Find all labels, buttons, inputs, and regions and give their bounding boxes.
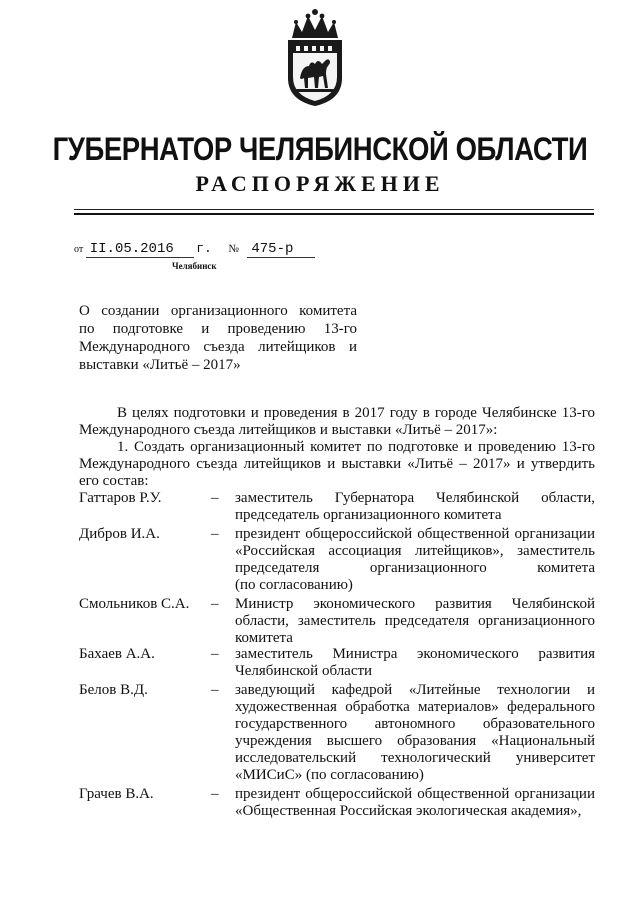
position-line: (по согласованию) — [235, 577, 353, 593]
subject-line: О создании организационного комитета — [79, 303, 357, 319]
member-name: Грачев В.А. — [79, 786, 154, 802]
member-position — [235, 526, 595, 594]
document-type: РАСПОРЯЖЕНИЕ — [195, 171, 445, 196]
subject-line: выставки «Литьё – 2017» — [79, 357, 241, 373]
position-line: председатель организационного комитета — [235, 507, 502, 523]
position-line: «Общественная Российская экологическая академия», — [235, 803, 582, 819]
member-dash: – — [211, 596, 219, 612]
year-suffix: г. — [196, 241, 212, 256]
position-line: председателя организационного комитета — [235, 560, 595, 576]
member-dash: – — [211, 646, 219, 662]
position-line: «МИСиС» (по согласованию) — [235, 767, 424, 783]
document-title: ГУБЕРНАТОР ЧЕЛЯБИНСКОЙ ОБЛАСТИ — [52, 131, 588, 167]
position-line: Министр экономического развития Челябинской — [235, 596, 595, 612]
member-dash: – — [211, 490, 219, 506]
header-divider-thick — [74, 213, 594, 215]
position-line: заместитель Губернатора Челябинской области, — [235, 490, 595, 506]
item-1-line: его состав: — [79, 473, 149, 489]
intro-line: Международного съезда литейщиков и выставки «Литьё – 2017»: — [79, 422, 498, 438]
member-name: Бахаев А.А. — [79, 646, 155, 662]
member-dash: – — [211, 682, 219, 698]
header-divider-thin — [74, 209, 594, 210]
member-position — [235, 490, 595, 524]
member-name: Дибров И.А. — [79, 526, 160, 542]
subject-line: по подготовке и проведению 13-го — [79, 321, 357, 337]
chelyabinsk-coat-of-arms-icon — [282, 8, 348, 108]
member-name: Белов В.Д. — [79, 682, 148, 698]
document-meta — [74, 241, 315, 258]
position-line: заведующий кафедрой «Литейные технологии и — [235, 682, 595, 698]
intro-line: В целях подготовки и проведения в 2017 году в городе Челябинске 13-го — [117, 405, 595, 421]
position-line: комитета — [235, 630, 293, 646]
number-label: № — [228, 243, 239, 255]
item-1-paragraph — [79, 439, 595, 490]
position-line: Челябинской области — [235, 663, 373, 679]
member-position — [235, 596, 595, 647]
position-line: учреждения высшего образования «Национальный — [235, 733, 595, 749]
position-line: заместитель Министра экономического развития — [235, 646, 595, 662]
document-date: II.05.2016 — [86, 241, 194, 258]
position-line: художественная обработка материалов» федерального — [235, 699, 595, 715]
position-line: «Российская ассоциация литейщиков», заместитель — [235, 543, 595, 559]
intro-paragraph — [79, 405, 595, 439]
member-name: Смольников С.А. — [79, 596, 190, 612]
position-line: исследовательский технологический университет — [235, 750, 595, 766]
from-label: от — [74, 244, 84, 255]
member-name: Гаттаров Р.У. — [79, 490, 162, 506]
member-dash: – — [211, 786, 219, 802]
position-line: государственного автономного образовательного — [235, 716, 595, 732]
member-position — [235, 682, 595, 784]
member-position — [235, 646, 595, 680]
document-city: Челябинск — [172, 261, 217, 271]
document-number: 475-р — [247, 241, 315, 258]
position-line: области, заместитель председателя организационного — [235, 613, 595, 629]
subject-line: Международного съезда литейщиков и — [79, 339, 357, 355]
document-subject — [79, 302, 357, 374]
position-line: президент общероссийской общественной организации — [235, 786, 595, 802]
member-dash: – — [211, 526, 219, 542]
item-1-line: 1. Создать организационный комитет по подготовке и проведению 13-го — [117, 439, 595, 455]
item-1-line: Международного съезда литейщиков и выставки «Литьё – 2017» и утвердить — [79, 456, 595, 472]
position-line: президент общероссийской общественной организации — [235, 526, 595, 542]
member-position — [235, 786, 595, 820]
